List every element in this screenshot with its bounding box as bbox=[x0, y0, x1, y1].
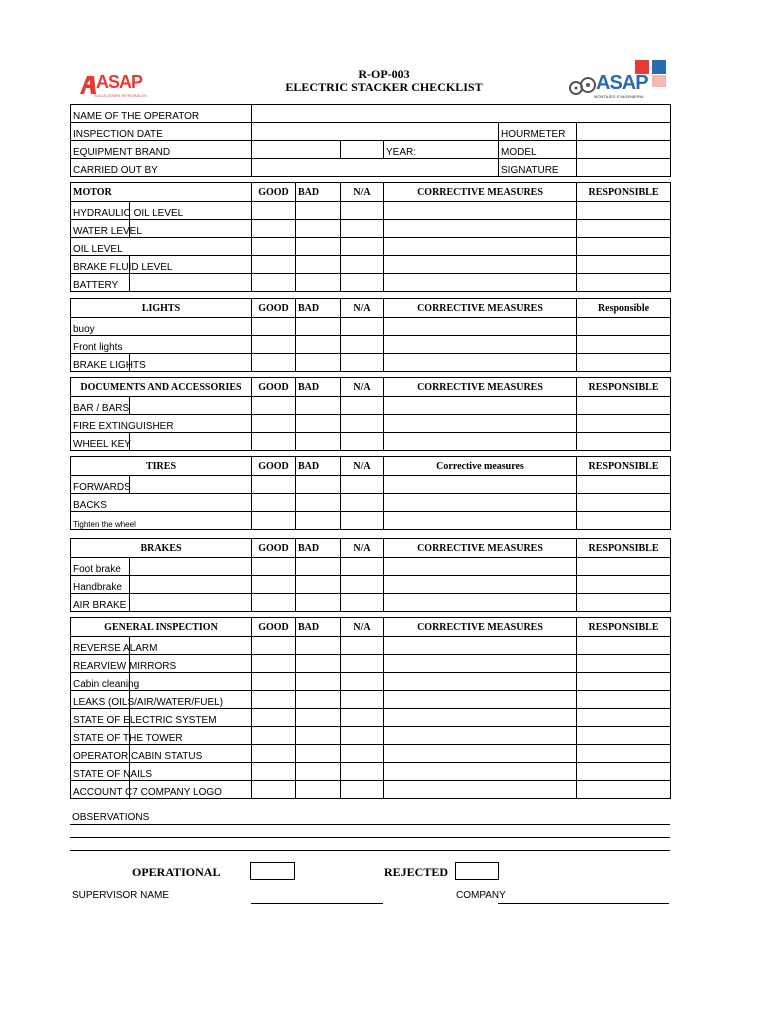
na-cell[interactable] bbox=[341, 354, 384, 372]
item-label-text: Front lights bbox=[73, 342, 123, 353]
general-section-title: GENERAL INSPECTION bbox=[71, 618, 252, 637]
responsible-cell[interactable] bbox=[577, 673, 671, 691]
na-cell[interactable] bbox=[341, 397, 384, 415]
na-cell[interactable] bbox=[341, 763, 384, 781]
responsible-cell[interactable] bbox=[577, 202, 671, 220]
item-label bbox=[71, 476, 252, 494]
item-label-text: buoy bbox=[73, 324, 95, 335]
corrective-cell[interactable] bbox=[384, 318, 577, 336]
observations-line-2 bbox=[70, 837, 670, 838]
item-label-text: WHEEL KEY bbox=[73, 439, 131, 450]
company-line[interactable] bbox=[498, 903, 669, 904]
responsible-cell[interactable] bbox=[577, 433, 671, 451]
corrective-cell[interactable] bbox=[384, 397, 577, 415]
bad-cell[interactable] bbox=[296, 274, 341, 292]
responsible-column-header: RESPONSIBLE bbox=[577, 457, 671, 476]
right-logo bbox=[568, 58, 668, 102]
item-label-text: FORWARDS bbox=[73, 482, 131, 493]
good-cell[interactable] bbox=[252, 673, 296, 691]
checklist-row bbox=[71, 318, 671, 336]
carried-label: CARRIED OUT BY bbox=[71, 159, 252, 177]
signature-field[interactable] bbox=[577, 159, 671, 177]
form-code: R-OP-003 bbox=[358, 67, 410, 81]
na-cell[interactable] bbox=[341, 433, 384, 451]
operational-checkbox[interactable] bbox=[250, 862, 295, 880]
na-cell[interactable] bbox=[341, 637, 384, 655]
motor-table bbox=[70, 182, 671, 292]
checklist-row bbox=[71, 709, 671, 727]
responsible-cell[interactable] bbox=[577, 336, 671, 354]
item-label-text: STATE OF ELECTRIC SYSTEM bbox=[73, 715, 217, 726]
na-cell[interactable] bbox=[341, 274, 384, 292]
blue-square-icon bbox=[652, 60, 666, 74]
item-label bbox=[71, 318, 252, 336]
supervisor-label: SUPERVISOR NAME bbox=[72, 890, 170, 901]
na-cell[interactable] bbox=[341, 745, 384, 763]
observations-line-1 bbox=[70, 824, 670, 825]
responsible-cell[interactable] bbox=[577, 494, 671, 512]
cell-divider bbox=[129, 594, 130, 611]
cell-divider bbox=[129, 576, 130, 593]
rejected-checkbox[interactable] bbox=[455, 862, 499, 880]
na-column-header: N/A bbox=[341, 183, 384, 202]
bad-cell[interactable] bbox=[296, 781, 341, 799]
good-column-header: GOOD bbox=[252, 618, 296, 637]
checklist-row bbox=[71, 576, 671, 594]
bad-cell[interactable] bbox=[296, 202, 341, 220]
bad-cell[interactable] bbox=[296, 397, 341, 415]
corrective-cell[interactable] bbox=[384, 202, 577, 220]
responsible-column-header: RESPONSIBLE bbox=[577, 183, 671, 202]
item-label bbox=[71, 745, 252, 763]
bad-cell[interactable] bbox=[296, 691, 341, 709]
lights-table bbox=[70, 298, 671, 372]
corrective-cell[interactable] bbox=[384, 512, 577, 530]
rejected-label: REJECTED bbox=[384, 865, 449, 879]
left-logo-text: ASAP bbox=[96, 72, 143, 92]
bad-cell[interactable] bbox=[296, 354, 341, 372]
responsible-cell[interactable] bbox=[577, 415, 671, 433]
good-cell[interactable] bbox=[252, 476, 296, 494]
good-column-header: GOOD bbox=[252, 457, 296, 476]
bad-cell[interactable] bbox=[296, 256, 341, 274]
item-label bbox=[71, 558, 252, 576]
carried-field[interactable] bbox=[252, 159, 499, 177]
good-cell[interactable] bbox=[252, 318, 296, 336]
hourmeter-field[interactable] bbox=[577, 123, 671, 141]
supervisor-line[interactable] bbox=[251, 903, 383, 904]
item-label bbox=[71, 256, 252, 274]
bad-cell[interactable] bbox=[296, 745, 341, 763]
item-label bbox=[71, 397, 252, 415]
hourmeter-label: HOURMETER bbox=[499, 123, 577, 141]
bad-cell[interactable] bbox=[296, 558, 341, 576]
item-label-text: AIR BRAKE bbox=[73, 600, 127, 611]
corrective-cell[interactable] bbox=[384, 673, 577, 691]
bad-cell[interactable] bbox=[296, 594, 341, 612]
na-cell[interactable] bbox=[341, 318, 384, 336]
good-cell[interactable] bbox=[252, 238, 296, 256]
operational-label: OPERATIONAL bbox=[132, 865, 221, 879]
good-column-header: GOOD bbox=[252, 299, 296, 318]
na-cell[interactable] bbox=[341, 220, 384, 238]
na-cell[interactable] bbox=[341, 415, 384, 433]
year-label: YEAR: bbox=[384, 141, 499, 159]
checklist-row bbox=[71, 594, 671, 612]
item-label-text: BATTERY bbox=[73, 280, 119, 291]
item-label-text: BAR / BARS bbox=[73, 403, 130, 414]
item-label bbox=[71, 709, 252, 727]
item-label-text: ACCOUNT C7 COMPANY LOGO bbox=[73, 787, 222, 798]
checklist-row bbox=[71, 727, 671, 745]
good-column-header: GOOD bbox=[252, 378, 296, 397]
responsible-cell[interactable] bbox=[577, 594, 671, 612]
lights-section-title: LIGHTS bbox=[71, 299, 252, 318]
checklist-row bbox=[71, 336, 671, 354]
bad-column-header: BAD bbox=[296, 457, 341, 476]
corrective-cell[interactable] bbox=[384, 576, 577, 594]
bad-cell[interactable] bbox=[296, 494, 341, 512]
responsible-cell[interactable] bbox=[577, 397, 671, 415]
checklist-row bbox=[71, 397, 671, 415]
corrective-column-header: CORRECTIVE MEASURES bbox=[384, 618, 577, 637]
responsible-cell[interactable] bbox=[577, 781, 671, 799]
responsible-column-header: RESPONSIBLE bbox=[577, 378, 671, 397]
na-cell[interactable] bbox=[341, 655, 384, 673]
na-cell[interactable] bbox=[341, 512, 384, 530]
company-label: COMPANY bbox=[456, 890, 506, 901]
item-label-text: WATER LEVEL bbox=[73, 226, 142, 237]
corrective-cell[interactable] bbox=[384, 781, 577, 799]
responsible-cell[interactable] bbox=[577, 354, 671, 372]
item-label bbox=[71, 238, 252, 256]
checklist-row bbox=[71, 202, 671, 220]
bad-cell[interactable] bbox=[296, 476, 341, 494]
na-column-header: N/A bbox=[341, 618, 384, 637]
item-label-text: Foot brake bbox=[73, 564, 121, 575]
docs-table bbox=[70, 377, 671, 451]
good-cell[interactable] bbox=[252, 781, 296, 799]
item-label bbox=[71, 336, 252, 354]
good-cell[interactable] bbox=[252, 594, 296, 612]
responsible-cell[interactable] bbox=[577, 655, 671, 673]
corrective-column-header: CORRECTIVE MEASURES bbox=[384, 539, 577, 558]
good-cell[interactable] bbox=[252, 576, 296, 594]
operator-label: NAME OF THE OPERATOR bbox=[71, 105, 252, 123]
checklist-row bbox=[71, 655, 671, 673]
corrective-cell[interactable] bbox=[384, 558, 577, 576]
responsible-cell[interactable] bbox=[577, 558, 671, 576]
checklist-row bbox=[71, 274, 671, 292]
item-label bbox=[71, 512, 252, 530]
bad-column-header: BAD bbox=[296, 183, 341, 202]
checklist-row bbox=[71, 745, 671, 763]
responsible-cell[interactable] bbox=[577, 220, 671, 238]
item-label bbox=[71, 727, 252, 745]
item-label bbox=[71, 673, 252, 691]
responsible-cell[interactable] bbox=[577, 318, 671, 336]
item-label bbox=[71, 354, 252, 372]
brand-field[interactable] bbox=[252, 141, 341, 159]
good-cell[interactable] bbox=[252, 220, 296, 238]
checklist-row bbox=[71, 512, 671, 530]
responsible-cell[interactable] bbox=[577, 476, 671, 494]
cell-divider bbox=[129, 558, 130, 575]
responsible-cell[interactable] bbox=[577, 256, 671, 274]
bad-cell[interactable] bbox=[296, 336, 341, 354]
brand-field-2[interactable] bbox=[341, 141, 384, 159]
checklist-row bbox=[71, 763, 671, 781]
corrective-column-header: CORRECTIVE MEASURES bbox=[384, 183, 577, 202]
observations-line-3 bbox=[70, 850, 670, 851]
responsible-cell[interactable] bbox=[577, 727, 671, 745]
good-cell[interactable] bbox=[252, 637, 296, 655]
responsible-cell[interactable] bbox=[577, 763, 671, 781]
corrective-cell[interactable] bbox=[384, 655, 577, 673]
na-column-header: N/A bbox=[341, 378, 384, 397]
checklist-row bbox=[71, 220, 671, 238]
cell-divider bbox=[129, 274, 130, 291]
checklist-row bbox=[71, 637, 671, 655]
good-cell[interactable] bbox=[252, 415, 296, 433]
good-cell[interactable] bbox=[252, 655, 296, 673]
brakes-table bbox=[70, 538, 671, 612]
bad-column-header: BAD bbox=[296, 378, 341, 397]
good-cell[interactable] bbox=[252, 433, 296, 451]
observations-label: OBSERVATIONS bbox=[72, 812, 150, 823]
corrective-cell[interactable] bbox=[384, 220, 577, 238]
good-column-header: GOOD bbox=[252, 183, 296, 202]
item-label-text: Cabin cleaning bbox=[73, 679, 140, 690]
item-label-text: Tighten the wheel bbox=[73, 520, 136, 529]
bad-column-header: BAD bbox=[296, 539, 341, 558]
model-label: MODEL bbox=[499, 141, 577, 159]
corrective-cell[interactable] bbox=[384, 763, 577, 781]
bad-cell[interactable] bbox=[296, 637, 341, 655]
model-field[interactable] bbox=[577, 141, 671, 159]
na-cell[interactable] bbox=[341, 576, 384, 594]
checklist-row bbox=[71, 558, 671, 576]
item-label bbox=[71, 691, 252, 709]
na-cell[interactable] bbox=[341, 558, 384, 576]
operator-field[interactable] bbox=[252, 105, 671, 123]
na-cell[interactable] bbox=[341, 336, 384, 354]
na-column-header: N/A bbox=[341, 539, 384, 558]
item-label-text: OIL LEVEL bbox=[73, 244, 123, 255]
responsible-cell[interactable] bbox=[577, 709, 671, 727]
good-cell[interactable] bbox=[252, 558, 296, 576]
good-column-header: GOOD bbox=[252, 539, 296, 558]
item-label-text: HYDRAULIC OIL LEVEL bbox=[73, 208, 184, 219]
bad-cell[interactable] bbox=[296, 763, 341, 781]
checklist-row bbox=[71, 691, 671, 709]
item-label bbox=[71, 494, 252, 512]
responsible-cell[interactable] bbox=[577, 637, 671, 655]
bad-cell[interactable] bbox=[296, 673, 341, 691]
corrective-cell[interactable] bbox=[384, 336, 577, 354]
corrective-cell[interactable] bbox=[384, 594, 577, 612]
corrective-cell[interactable] bbox=[384, 433, 577, 451]
na-cell[interactable] bbox=[341, 673, 384, 691]
corrective-cell[interactable] bbox=[384, 494, 577, 512]
corrective-column-header: CORRECTIVE MEASURES bbox=[384, 378, 577, 397]
corrective-cell[interactable] bbox=[384, 274, 577, 292]
good-cell[interactable] bbox=[252, 763, 296, 781]
corrective-cell[interactable] bbox=[384, 691, 577, 709]
right-logo-subtitle: MONTAJES E INGENIERIA bbox=[594, 94, 644, 99]
corrective-column-header: Corrective measures bbox=[384, 457, 577, 476]
item-label bbox=[71, 594, 252, 612]
bad-cell[interactable] bbox=[296, 238, 341, 256]
checklist-row bbox=[71, 476, 671, 494]
good-cell[interactable] bbox=[252, 202, 296, 220]
good-cell[interactable] bbox=[252, 745, 296, 763]
item-label-text: STATE OF THE TOWER bbox=[73, 733, 183, 744]
checklist-row bbox=[71, 238, 671, 256]
item-label bbox=[71, 781, 252, 799]
item-label bbox=[71, 655, 252, 673]
good-cell[interactable] bbox=[252, 494, 296, 512]
info-table bbox=[70, 104, 671, 177]
good-cell[interactable] bbox=[252, 336, 296, 354]
item-label-text: STATE OF NAILS bbox=[73, 769, 153, 780]
bad-cell[interactable] bbox=[296, 576, 341, 594]
tires-section-title: TIRES bbox=[71, 457, 252, 476]
item-label-text: BACKS bbox=[73, 500, 107, 511]
checklist-row bbox=[71, 256, 671, 274]
bad-cell[interactable] bbox=[296, 415, 341, 433]
responsible-cell[interactable] bbox=[577, 238, 671, 256]
inspection-date-field[interactable] bbox=[252, 123, 499, 141]
item-label bbox=[71, 433, 252, 451]
item-label bbox=[71, 576, 252, 594]
item-label bbox=[71, 637, 252, 655]
na-cell[interactable] bbox=[341, 256, 384, 274]
na-cell[interactable] bbox=[341, 202, 384, 220]
bad-cell[interactable] bbox=[296, 655, 341, 673]
motor-section-title: MOTOR bbox=[71, 183, 252, 202]
responsible-cell[interactable] bbox=[577, 745, 671, 763]
general-table bbox=[70, 617, 671, 799]
corrective-column-header: CORRECTIVE MEASURES bbox=[384, 299, 577, 318]
good-cell[interactable] bbox=[252, 256, 296, 274]
bad-cell[interactable] bbox=[296, 512, 341, 530]
right-logo-text: ASAP bbox=[596, 72, 648, 94]
good-cell[interactable] bbox=[252, 691, 296, 709]
good-cell[interactable] bbox=[252, 709, 296, 727]
item-label-text: REVERSE ALARM bbox=[73, 643, 158, 654]
item-label bbox=[71, 415, 252, 433]
inspection-date-label: INSPECTION DATE bbox=[71, 123, 252, 141]
good-cell[interactable] bbox=[252, 354, 296, 372]
corrective-cell[interactable] bbox=[384, 415, 577, 433]
checklist-row bbox=[71, 494, 671, 512]
responsible-column-header: RESPONSIBLE bbox=[577, 618, 671, 637]
responsible-cell[interactable] bbox=[577, 274, 671, 292]
item-label-text: Handbrake bbox=[73, 582, 122, 593]
bad-cell[interactable] bbox=[296, 318, 341, 336]
na-cell[interactable] bbox=[341, 727, 384, 745]
item-label-text: BRAKE LIGHTS bbox=[73, 360, 146, 371]
signature-label: SIGNATURE bbox=[499, 159, 577, 177]
lightred-square-icon bbox=[652, 75, 666, 87]
good-cell[interactable] bbox=[252, 397, 296, 415]
item-label bbox=[71, 274, 252, 292]
item-label bbox=[71, 220, 252, 238]
responsible-column-header: Responsible bbox=[577, 299, 671, 318]
na-cell[interactable] bbox=[341, 781, 384, 799]
cell-divider bbox=[129, 397, 130, 414]
bad-column-header: BAD bbox=[296, 299, 341, 318]
brakes-section-title: BRAKES bbox=[71, 539, 252, 558]
corrective-cell[interactable] bbox=[384, 637, 577, 655]
responsible-cell[interactable] bbox=[577, 576, 671, 594]
checklist-row bbox=[71, 354, 671, 372]
na-cell[interactable] bbox=[341, 238, 384, 256]
checklist-row bbox=[71, 433, 671, 451]
checklist-row bbox=[71, 673, 671, 691]
responsible-cell[interactable] bbox=[577, 691, 671, 709]
left-logo-subtitle: SOLUCIONES INTEGRALES bbox=[94, 93, 147, 98]
na-cell[interactable] bbox=[341, 709, 384, 727]
bad-cell[interactable] bbox=[296, 433, 341, 451]
form-title: ELECTRIC STACKER CHECKLIST bbox=[285, 80, 483, 94]
item-label bbox=[71, 202, 252, 220]
corrective-cell[interactable] bbox=[384, 709, 577, 727]
brand-label: EQUIPMENT BRAND bbox=[71, 141, 252, 159]
docs-section-title: DOCUMENTS AND ACCESSORIES bbox=[71, 378, 252, 397]
item-label-text: FIRE EXTINGUISHER bbox=[73, 421, 174, 432]
tires-table bbox=[70, 456, 671, 530]
bad-cell[interactable] bbox=[296, 727, 341, 745]
responsible-cell[interactable] bbox=[577, 512, 671, 530]
item-label-text: LEAKS (OILS/AIR/WATER/FUEL) bbox=[73, 697, 224, 708]
good-cell[interactable] bbox=[252, 727, 296, 745]
corrective-cell[interactable] bbox=[384, 354, 577, 372]
item-label-text: OPERATOR CABIN STATUS bbox=[73, 751, 203, 762]
corrective-cell[interactable] bbox=[384, 745, 577, 763]
bad-cell[interactable] bbox=[296, 709, 341, 727]
item-label-text: BRAKE FLUID LEVEL bbox=[73, 262, 173, 273]
responsible-column-header: RESPONSIBLE bbox=[577, 539, 671, 558]
item-label bbox=[71, 763, 252, 781]
na-column-header: N/A bbox=[341, 457, 384, 476]
item-label-text: REARVIEW MIRRORS bbox=[73, 661, 177, 672]
na-cell[interactable] bbox=[341, 494, 384, 512]
na-cell[interactable] bbox=[341, 476, 384, 494]
bad-cell[interactable] bbox=[296, 220, 341, 238]
good-cell[interactable] bbox=[252, 512, 296, 530]
good-cell[interactable] bbox=[252, 274, 296, 292]
na-cell[interactable] bbox=[341, 594, 384, 612]
corrective-cell[interactable] bbox=[384, 476, 577, 494]
corrective-cell[interactable] bbox=[384, 727, 577, 745]
bad-column-header: BAD bbox=[296, 618, 341, 637]
checklist-row bbox=[71, 415, 671, 433]
na-column-header: N/A bbox=[341, 299, 384, 318]
corrective-cell[interactable] bbox=[384, 238, 577, 256]
na-cell[interactable] bbox=[341, 691, 384, 709]
left-logo bbox=[78, 72, 147, 100]
checklist-row bbox=[71, 781, 671, 799]
corrective-cell[interactable] bbox=[384, 256, 577, 274]
